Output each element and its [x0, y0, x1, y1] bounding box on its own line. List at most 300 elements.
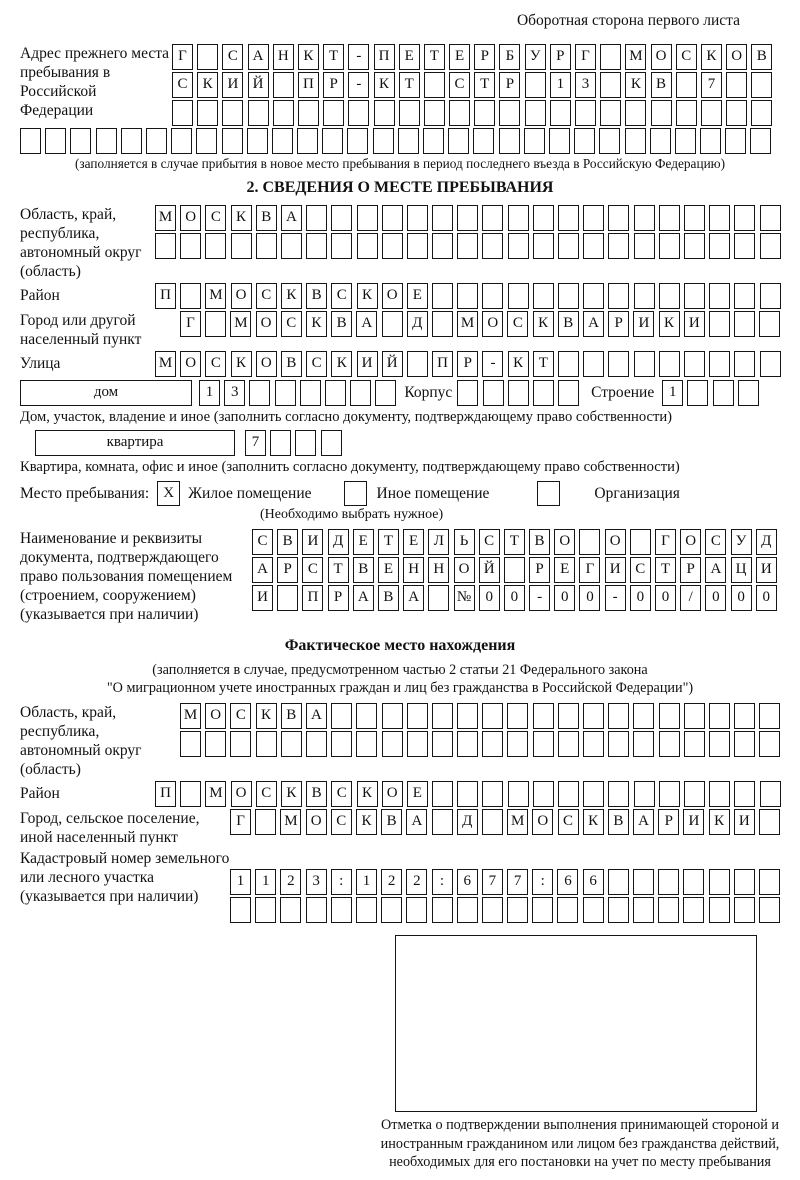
- char-box: 0: [756, 585, 777, 611]
- char-box: О: [454, 557, 475, 583]
- char-box: [600, 44, 621, 70]
- char-box: 0: [554, 585, 575, 611]
- region-row-1: [155, 205, 781, 231]
- char-box: [499, 128, 520, 154]
- district-block: [20, 283, 780, 309]
- char-box: С: [252, 529, 273, 555]
- char-box: И: [684, 311, 705, 337]
- char-box: [222, 128, 243, 154]
- char-box: А: [633, 809, 654, 835]
- char-box: О: [651, 44, 672, 70]
- char-box: М: [155, 205, 176, 231]
- char-box: С: [331, 809, 352, 835]
- char-box: С: [449, 72, 470, 98]
- char-box: О: [532, 809, 553, 835]
- char-box: В: [306, 283, 327, 309]
- char-box: [331, 897, 352, 923]
- char-box: [248, 100, 269, 126]
- char-box: [356, 897, 377, 923]
- char-box: [684, 351, 705, 377]
- char-box: С: [306, 351, 327, 377]
- char-box: Р: [499, 72, 520, 98]
- char-box: [759, 703, 780, 729]
- char-box: 2: [280, 869, 301, 895]
- char-box: П: [302, 585, 323, 611]
- char-box: [281, 731, 302, 757]
- char-box: С: [331, 781, 352, 807]
- char-box: [146, 128, 167, 154]
- char-box: [760, 351, 781, 377]
- document-block: [20, 529, 780, 627]
- char-box: [659, 205, 680, 231]
- char-box: С: [507, 311, 528, 337]
- char-box: [608, 731, 629, 757]
- char-box: [457, 703, 478, 729]
- char-box: Й: [479, 557, 500, 583]
- char-box: С: [222, 44, 243, 70]
- char-box: А: [356, 311, 377, 337]
- char-box: [750, 128, 771, 154]
- char-box: А: [705, 557, 726, 583]
- char-box: [608, 283, 629, 309]
- actual-location-note-1: (заполняется в случае, предусмотренном частью 2 статьи 21 Федерального закона: [152, 662, 648, 678]
- char-box: [658, 869, 679, 895]
- char-box: [574, 128, 595, 154]
- document-row-1: [252, 529, 780, 555]
- char-box: [508, 781, 529, 807]
- apartment-note: Квартира, комната, офис и иное (заполнить согласно документу, подтверждающему право собственности): [20, 459, 680, 475]
- char-box: [331, 703, 352, 729]
- char-box: [457, 283, 478, 309]
- char-box: -: [348, 72, 369, 98]
- char-box: [273, 72, 294, 98]
- char-box: [482, 233, 503, 259]
- char-box: [583, 731, 604, 757]
- char-box: [709, 311, 730, 337]
- char-box: С: [558, 809, 579, 835]
- char-box: [222, 100, 243, 126]
- actual-location-title: Фактическое место нахождения: [284, 637, 516, 654]
- char-box: П: [298, 72, 319, 98]
- char-box: -: [348, 44, 369, 70]
- char-box: [256, 731, 277, 757]
- char-box: [306, 897, 327, 923]
- char-box: [524, 128, 545, 154]
- char-box: К: [281, 781, 302, 807]
- char-box: [759, 897, 780, 923]
- char-box: [424, 100, 445, 126]
- char-box: [683, 897, 704, 923]
- char-box: [482, 809, 503, 835]
- char-box: [630, 529, 651, 555]
- char-box: [608, 703, 629, 729]
- page-title: Оборотная сторона первого листа: [516, 12, 740, 29]
- char-box: С: [205, 351, 226, 377]
- char-box: А: [403, 585, 424, 611]
- char-box: [533, 781, 554, 807]
- char-box: [734, 233, 755, 259]
- stroenie-label: Строение: [591, 384, 655, 401]
- organization-checkbox: [537, 481, 560, 506]
- district-row: [155, 283, 781, 309]
- char-box: 2: [406, 869, 427, 895]
- char-box: [347, 128, 368, 154]
- char-box: С: [479, 529, 500, 555]
- actual-district-block: [20, 781, 780, 807]
- char-box: К: [709, 809, 730, 835]
- char-box: И: [605, 557, 626, 583]
- char-box: Р: [608, 311, 629, 337]
- char-box: [295, 430, 316, 456]
- char-box: Р: [323, 72, 344, 98]
- char-box: [482, 205, 503, 231]
- char-box: [322, 128, 343, 154]
- char-box: [382, 703, 403, 729]
- char-box: [734, 351, 755, 377]
- char-box: [759, 731, 780, 757]
- char-box: [684, 205, 705, 231]
- char-box: [249, 380, 270, 406]
- previous-address-row-1: [172, 44, 780, 70]
- char-box: К: [356, 809, 377, 835]
- confirmation-stamp-area: [395, 935, 757, 1112]
- char-box: М: [155, 351, 176, 377]
- char-box: [273, 100, 294, 126]
- char-box: [382, 205, 403, 231]
- char-box: [709, 351, 730, 377]
- char-box: И: [633, 311, 654, 337]
- char-box: [507, 731, 528, 757]
- char-box: [760, 283, 781, 309]
- char-box: О: [231, 283, 252, 309]
- char-box: [281, 233, 302, 259]
- char-box: П: [155, 781, 176, 807]
- char-box: [205, 311, 226, 337]
- city-row: [180, 311, 780, 337]
- char-box: Ь: [454, 529, 475, 555]
- house-note: Дом, участок, владение и иное (заполнить согласно документу, подтверждающему право собственности): [20, 409, 673, 425]
- char-box: [599, 128, 620, 154]
- char-box: 0: [479, 585, 500, 611]
- char-box: [533, 205, 554, 231]
- char-box: Т: [504, 529, 525, 555]
- char-box: [659, 781, 680, 807]
- char-box: -: [482, 351, 503, 377]
- char-box: Д: [756, 529, 777, 555]
- char-box: [709, 731, 730, 757]
- char-box: [504, 557, 525, 583]
- char-box: [321, 430, 342, 456]
- char-box: [634, 205, 655, 231]
- char-box: [356, 731, 377, 757]
- char-box: М: [205, 781, 226, 807]
- char-box: А: [281, 205, 302, 231]
- char-box: [633, 731, 654, 757]
- char-box: [658, 897, 679, 923]
- char-box: М: [180, 703, 201, 729]
- char-box: [709, 233, 730, 259]
- char-box: 7: [507, 869, 528, 895]
- char-box: [432, 809, 453, 835]
- previous-address-row-4: [20, 128, 780, 154]
- char-box: [687, 380, 708, 406]
- char-box: [683, 869, 704, 895]
- char-box: 0: [504, 585, 525, 611]
- char-box: Т: [474, 72, 495, 98]
- char-box: [659, 283, 680, 309]
- char-box: 7: [245, 430, 266, 456]
- char-box: Н: [403, 557, 424, 583]
- char-box: 6: [457, 869, 478, 895]
- char-box: [558, 283, 579, 309]
- char-box: Г: [579, 557, 600, 583]
- char-box: Р: [474, 44, 495, 70]
- char-box: [473, 128, 494, 154]
- char-box: [558, 731, 579, 757]
- house-box-label: дом: [20, 380, 192, 406]
- char-box: [608, 351, 629, 377]
- char-box: В: [281, 351, 302, 377]
- char-box: 0: [731, 585, 752, 611]
- char-box: [507, 703, 528, 729]
- char-box: [483, 380, 504, 406]
- char-box: О: [205, 703, 226, 729]
- char-box: К: [374, 72, 395, 98]
- char-box: [374, 100, 395, 126]
- char-box: [350, 380, 371, 406]
- cadastral-row-2: [230, 897, 780, 923]
- char-box: В: [608, 809, 629, 835]
- char-box: [482, 283, 503, 309]
- char-box: С: [302, 557, 323, 583]
- char-box: К: [197, 72, 218, 98]
- char-box: [709, 897, 730, 923]
- char-box: [306, 205, 327, 231]
- char-box: [407, 351, 428, 377]
- char-box: М: [507, 809, 528, 835]
- char-box: Е: [399, 44, 420, 70]
- char-box: [659, 703, 680, 729]
- char-box: Р: [680, 557, 701, 583]
- char-box: [172, 100, 193, 126]
- char-box: [382, 233, 403, 259]
- char-box: [398, 128, 419, 154]
- char-box: 6: [583, 869, 604, 895]
- char-box: Е: [353, 529, 374, 555]
- char-box: [298, 100, 319, 126]
- char-box: С: [281, 311, 302, 337]
- char-box: О: [231, 781, 252, 807]
- char-box: С: [256, 283, 277, 309]
- char-box: 0: [655, 585, 676, 611]
- char-box: [507, 897, 528, 923]
- stay-type-label: Место пребывания:: [20, 485, 150, 502]
- actual-region-row-2: [180, 731, 780, 757]
- char-box: [575, 100, 596, 126]
- char-box: К: [331, 351, 352, 377]
- char-box: [583, 703, 604, 729]
- char-box: :: [331, 869, 352, 895]
- char-box: К: [625, 72, 646, 98]
- char-box: [457, 731, 478, 757]
- char-box: [457, 205, 478, 231]
- char-box: [533, 703, 554, 729]
- char-box: У: [525, 44, 546, 70]
- document-row-3: [252, 585, 780, 611]
- char-box: М: [457, 311, 478, 337]
- char-box: 1: [356, 869, 377, 895]
- char-box: [709, 205, 730, 231]
- char-box: [230, 897, 251, 923]
- char-box: [171, 128, 192, 154]
- char-box: [180, 731, 201, 757]
- cadastral-block: [20, 849, 780, 929]
- char-box: /: [680, 585, 701, 611]
- city-label: Город или другой населенный пункт: [20, 312, 142, 348]
- actual-district-row: [155, 781, 781, 807]
- char-box: К: [357, 781, 378, 807]
- char-box: 3: [224, 380, 245, 406]
- char-box: А: [306, 703, 327, 729]
- char-box: [759, 311, 780, 337]
- char-box: :: [532, 869, 553, 895]
- char-box: О: [726, 44, 747, 70]
- char-box: [734, 703, 755, 729]
- char-box: [583, 205, 604, 231]
- char-box: [558, 781, 579, 807]
- char-box: 1: [199, 380, 220, 406]
- apartment-box-label: квартира: [35, 430, 235, 456]
- char-box: [532, 897, 553, 923]
- char-box: Ц: [731, 557, 752, 583]
- char-box: 2: [381, 869, 402, 895]
- char-box: [356, 703, 377, 729]
- char-box: [583, 781, 604, 807]
- char-box: [399, 100, 420, 126]
- dwelling-checkbox: X: [157, 481, 180, 506]
- char-box: [482, 731, 503, 757]
- char-box: [180, 233, 201, 259]
- char-box: Е: [407, 781, 428, 807]
- char-box: Т: [655, 557, 676, 583]
- char-box: В: [558, 311, 579, 337]
- char-box: Г: [172, 44, 193, 70]
- char-box: 7: [482, 869, 503, 895]
- char-box: 0: [630, 585, 651, 611]
- previous-address-row-2: [172, 72, 780, 98]
- char-box: Р: [550, 44, 571, 70]
- char-box: [533, 731, 554, 757]
- char-box: [557, 897, 578, 923]
- char-box: В: [651, 72, 672, 98]
- char-box: [633, 897, 654, 923]
- char-box: [256, 233, 277, 259]
- char-box: А: [583, 311, 604, 337]
- char-box: И: [302, 529, 323, 555]
- char-box: [406, 897, 427, 923]
- char-box: [583, 351, 604, 377]
- char-box: [558, 703, 579, 729]
- char-box: [432, 205, 453, 231]
- char-box: [331, 205, 352, 231]
- char-box: [373, 128, 394, 154]
- char-box: [734, 283, 755, 309]
- char-box: [432, 703, 453, 729]
- char-box: И: [756, 557, 777, 583]
- char-box: Е: [554, 557, 575, 583]
- char-box: Е: [449, 44, 470, 70]
- char-box: 0: [705, 585, 726, 611]
- actual-city-block: [20, 809, 780, 849]
- char-box: Д: [407, 311, 428, 337]
- char-box: К: [533, 311, 554, 337]
- char-box: [423, 128, 444, 154]
- char-box: Р: [529, 557, 550, 583]
- char-box: [625, 128, 646, 154]
- char-box: О: [180, 205, 201, 231]
- char-box: [650, 128, 671, 154]
- char-box: 1: [550, 72, 571, 98]
- char-box: [482, 781, 503, 807]
- char-box: [759, 869, 780, 895]
- stamp-caption: Отметка о подтверждении выполнения принимающей стороной и иностранным гражданином или лицом без гражданства действий, необходимых для его постановки на учет по месту пребывания: [380, 1117, 780, 1170]
- char-box: [751, 100, 772, 126]
- char-box: В: [529, 529, 550, 555]
- char-box: №: [454, 585, 475, 611]
- char-box: [499, 100, 520, 126]
- char-box: И: [252, 585, 273, 611]
- char-box: [684, 283, 705, 309]
- char-box: В: [353, 557, 374, 583]
- char-box: К: [659, 311, 680, 337]
- char-box: О: [605, 529, 626, 555]
- char-box: [579, 529, 600, 555]
- char-box: [482, 897, 503, 923]
- char-box: [583, 897, 604, 923]
- char-box: [734, 869, 755, 895]
- char-box: [457, 380, 478, 406]
- char-box: [407, 731, 428, 757]
- char-box: [725, 128, 746, 154]
- char-box: С: [331, 283, 352, 309]
- house-block: [20, 380, 780, 406]
- char-box: [525, 100, 546, 126]
- char-box: И: [357, 351, 378, 377]
- char-box: [659, 351, 680, 377]
- char-box: [357, 233, 378, 259]
- char-box: [482, 703, 503, 729]
- char-box: О: [256, 311, 277, 337]
- char-box: [608, 897, 629, 923]
- char-box: Р: [658, 809, 679, 835]
- char-box: Н: [273, 44, 294, 70]
- char-box: М: [625, 44, 646, 70]
- char-box: [508, 205, 529, 231]
- char-box: А: [248, 44, 269, 70]
- char-box: [583, 283, 604, 309]
- char-box: [407, 703, 428, 729]
- char-box: [633, 703, 654, 729]
- char-box: [325, 380, 346, 406]
- char-box: С: [230, 703, 251, 729]
- korpus-label: Корпус: [404, 384, 453, 401]
- char-box: [474, 100, 495, 126]
- char-box: П: [155, 283, 176, 309]
- char-box: Т: [424, 44, 445, 70]
- char-box: [270, 430, 291, 456]
- char-box: Р: [328, 585, 349, 611]
- char-box: [424, 72, 445, 98]
